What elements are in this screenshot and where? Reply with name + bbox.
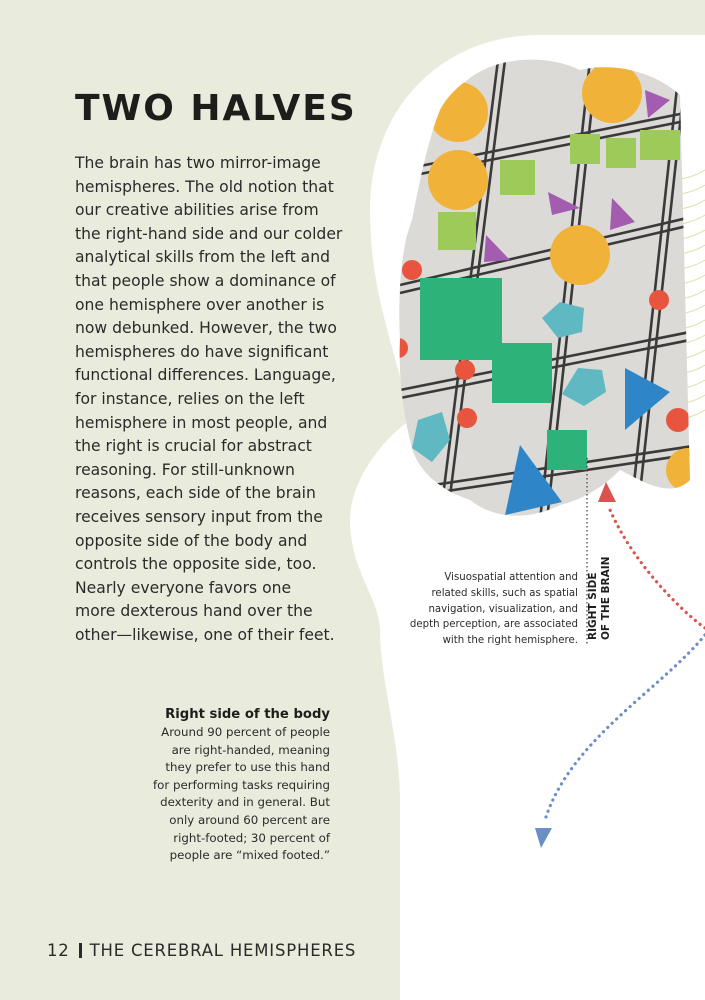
body-paragraph [75,152,370,647]
box-line: people are “mixed footed.” [169,848,330,863]
footer-separator [79,943,82,958]
page-title: TWO HALVES [75,88,357,129]
box-line: are right-handed, meaning [171,742,330,757]
box-heading: Right side of the body [165,707,330,722]
body-line: hemispheres. The old notion that [75,177,334,196]
box-line: right-footed; 30 percent of [173,830,330,845]
page-number: 12 [47,941,70,960]
body-line: reasons, each side of the brain [75,484,316,503]
body-line: reasoning. For still-unknown [75,460,295,479]
label-line: OF THE BRAIN [600,556,612,640]
body-line: that people show a dominance of [75,271,336,290]
section-title: THE CEREBRAL HEMISPHERES [89,941,357,960]
page-footer [47,941,356,960]
body-line: one hemisphere over another is [75,295,325,314]
right-hemisphere-caption [372,570,578,649]
box-line: Around 90 percent of people [161,725,330,739]
right-side-of-brain-label [587,550,613,640]
body-line: receives sensory input from the [75,507,323,526]
caption-line: related skills, such as spatial [431,587,578,599]
body-line: for instance, relies on the left [75,389,305,408]
caption-line: navigation, visualization, and [428,603,578,615]
right-side-of-body-box [120,705,330,865]
body-line: more dexterous hand over the [75,602,313,621]
caption-line: depth perception, are associated [409,619,578,631]
label-line: RIGHT SIDE [587,572,599,640]
box-line: for performing tasks requiring [153,777,330,792]
body-line: the right-hand side and our colder [75,224,343,243]
box-line: they prefer to use this hand [165,760,330,775]
body-line: controls the opposite side, too. [75,555,317,574]
body-line: our creative abilities arise from [75,201,319,220]
box-text [120,724,330,865]
box-line: dexterity and in general. But [160,795,330,810]
caption-line: with the right hemisphere. [442,635,578,647]
box-line: only around 60 percent are [169,812,330,827]
body-line: other—likewise, one of their feet. [75,625,335,644]
body-line: opposite side of the body and [75,531,308,550]
body-line: the right is crucial for abstract [75,437,312,456]
body-line: Nearly everyone favors one [75,578,292,597]
caption-line: Visuospatial attention and [444,572,578,583]
body-line: hemisphere in most people, and [75,413,328,432]
body-line: hemispheres do have significant [75,342,329,361]
body-line: functional differences. Language, [75,366,336,385]
body-line: analytical skills from the left and [75,248,330,267]
body-line: now debunked. However, the two [75,319,337,338]
body-line: The brain has two mirror-image [75,154,321,172]
